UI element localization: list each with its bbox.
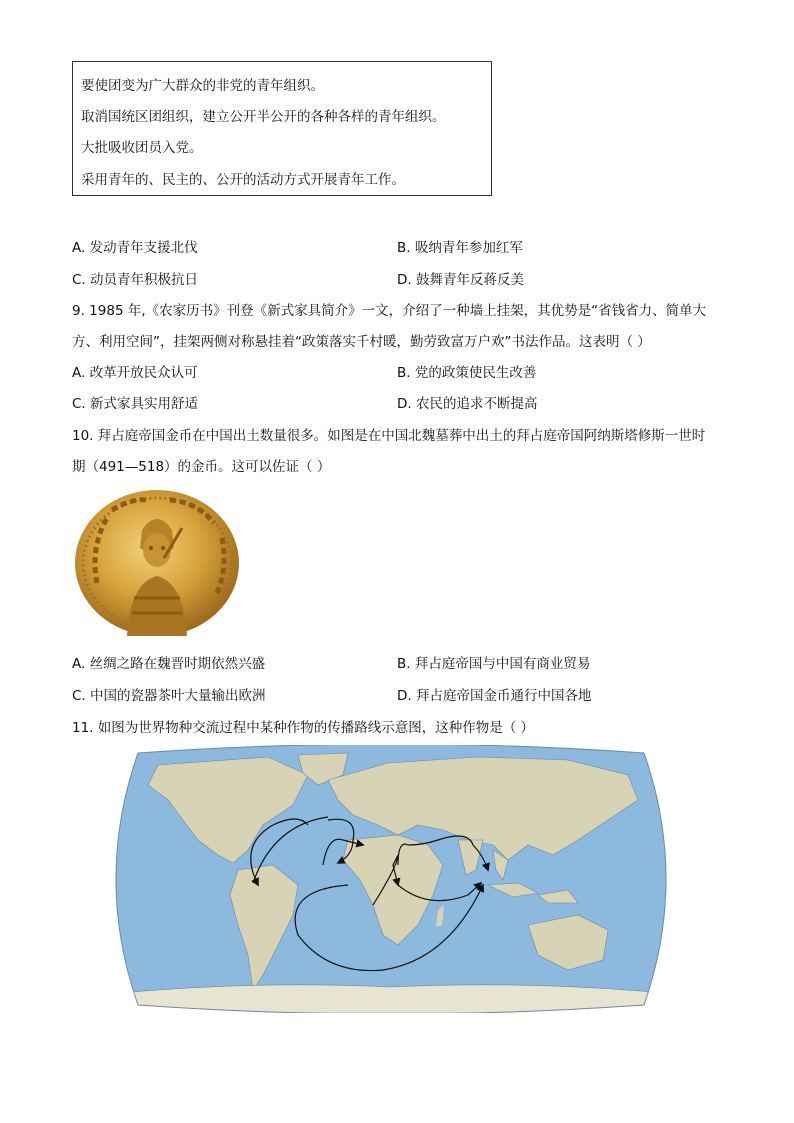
quote-box <box>72 61 492 196</box>
q8-option-d[interactable]: D. 鼓舞青年反蒋反美 <box>397 272 524 288</box>
quote-line-4: 采用青年的、民主的、公开的活动方式开展青年工作。 <box>81 172 405 188</box>
world-crop-route-map <box>98 745 684 1013</box>
q9-option-c[interactable]: C. 新式家具实用舒适 <box>72 396 199 412</box>
q10-option-b[interactable]: B. 拜占庭帝国与中国有商业贸易 <box>397 656 591 672</box>
q9-option-b[interactable]: B. 党的政策使民生改善 <box>397 365 537 381</box>
q10-option-c[interactable]: C. 中国的瓷器茶叶大量输出欧洲 <box>72 688 266 704</box>
q10-stem-line-1: 10. 拜占庭帝国金币在中国出土数量很多。如图是在中国北魏墓葬中出土的拜占庭帝国阿纳斯塔修斯一世时 <box>72 428 706 444</box>
q10-option-a[interactable]: A. 丝绸之路在魏晋时期依然兴盛 <box>72 656 266 672</box>
quote-line-1: 要使团变为广大群众的非党的青年组织。 <box>81 78 324 94</box>
q8-option-a[interactable]: A. 发动青年支援北伐 <box>72 240 198 256</box>
q11-stem-line-1: 11. 如图为世界物种交流过程中某种作物的传播路线示意图，这种作物是（ ） <box>72 720 535 736</box>
q10-stem-line-2: 期（491—518）的金币。这可以佐证（ ） <box>72 459 331 475</box>
q10-option-d[interactable]: D. 拜占庭帝国金币通行中国各地 <box>397 688 592 704</box>
q8-option-b[interactable]: B. 吸纳青年参加红军 <box>397 240 523 256</box>
q9-option-d[interactable]: D. 农民的追求不断提高 <box>397 396 538 412</box>
byzantine-gold-coin-image <box>72 488 242 638</box>
quote-line-3: 大批吸收团员入党。 <box>81 140 203 156</box>
q9-stem-line-2: 方、利用空间”，挂架两侧对称悬挂着“政策落实千村暖，勤劳致富万户欢”书法作品。这表明（ ） <box>72 334 651 350</box>
q9-option-a[interactable]: A. 改革开放民众认可 <box>72 365 198 381</box>
q8-option-c[interactable]: C. 动员青年积极抗日 <box>72 272 199 288</box>
q9-stem-line-1: 9. 1985 年,《农家历书》刊登《新式家具简介》一文，介绍了一种墙上挂架，其优势是“省钱省力、简单大 <box>72 303 707 319</box>
quote-line-2: 取消国统区团组织，建立公开半公开的各种各样的青年组织。 <box>81 109 446 125</box>
